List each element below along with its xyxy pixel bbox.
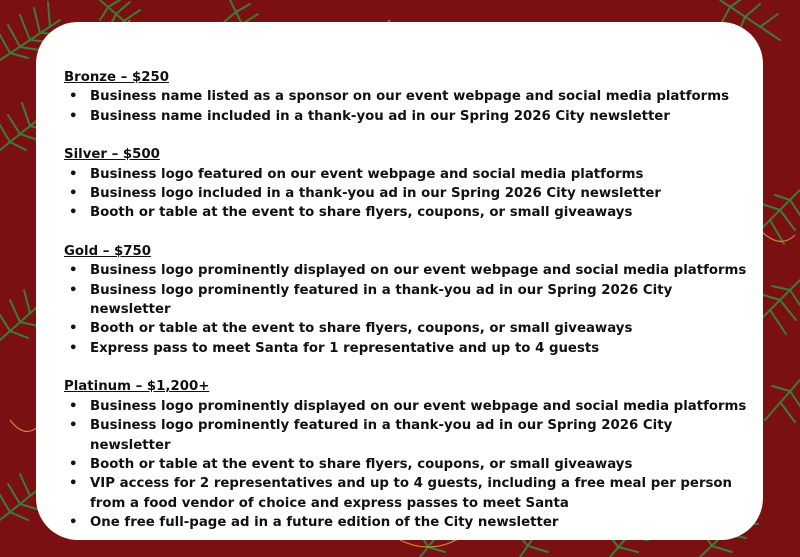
- benefit-item: • Express pass to meet Santa for 1 representative and up to 4 guests: [64, 339, 754, 358]
- benefit-item: • Business logo prominently displayed on our event webpage and social media platforms: [64, 397, 754, 416]
- pine-branch-icon: [765, 380, 800, 422]
- benefit-item: • Business logo prominently featured in a thank-you ad in our Spring 2026 City newsletter: [64, 416, 754, 455]
- benefit-item: • Business name included in a thank-you ad in our Spring 2026 City newsletter: [64, 107, 754, 126]
- pine-branch-icon: [760, 280, 800, 334]
- benefit-list: [64, 261, 754, 358]
- tier-title: Silver – $500: [64, 147, 160, 163]
- benefit-list: [64, 87, 754, 126]
- tier-platinum: [64, 377, 754, 532]
- benefit-item: • One free full-page ad in a future edition of the City newsletter: [64, 513, 754, 532]
- tier-silver: [64, 145, 754, 223]
- tier-bronze: [64, 68, 754, 126]
- benefit-item: • Business logo included in a thank-you ad in our Spring 2026 City newsletter: [64, 184, 754, 203]
- benefit-item: • Booth or table at the event to share flyers, coupons, or small giveaways: [64, 455, 754, 474]
- benefit-list: [64, 397, 754, 533]
- benefit-item: • Business logo prominently displayed on our event webpage and social media platforms: [64, 261, 754, 280]
- benefit-list: [64, 165, 754, 223]
- sponsorship-tiers: [64, 68, 754, 552]
- tier-title: Bronze – $250: [64, 70, 169, 85]
- benefit-item: • Business logo featured on our event webpage and social media platforms: [64, 165, 754, 184]
- tier-title: Gold – $750: [64, 243, 152, 259]
- benefit-item: • Booth or table at the event to share flyers, coupons, or small giveaways: [64, 319, 754, 338]
- tier-title: Platinum – $1,200+: [64, 379, 210, 395]
- benefit-item: • Business name listed as a sponsor on our event webpage and social media platforms: [64, 87, 754, 106]
- benefit-item: • Business logo prominently featured in a thank-you ad in our Spring 2026 City newsletter: [64, 281, 754, 320]
- benefit-item: • Booth or table at the event to share flyers, coupons, or small giveaways: [64, 203, 754, 222]
- benefit-item: • VIP access for 2 representatives and up to 4 guests, including a free meal per person from a food vendor of choice and express passes to meet Santa: [64, 474, 754, 513]
- tier-gold: [64, 242, 754, 358]
